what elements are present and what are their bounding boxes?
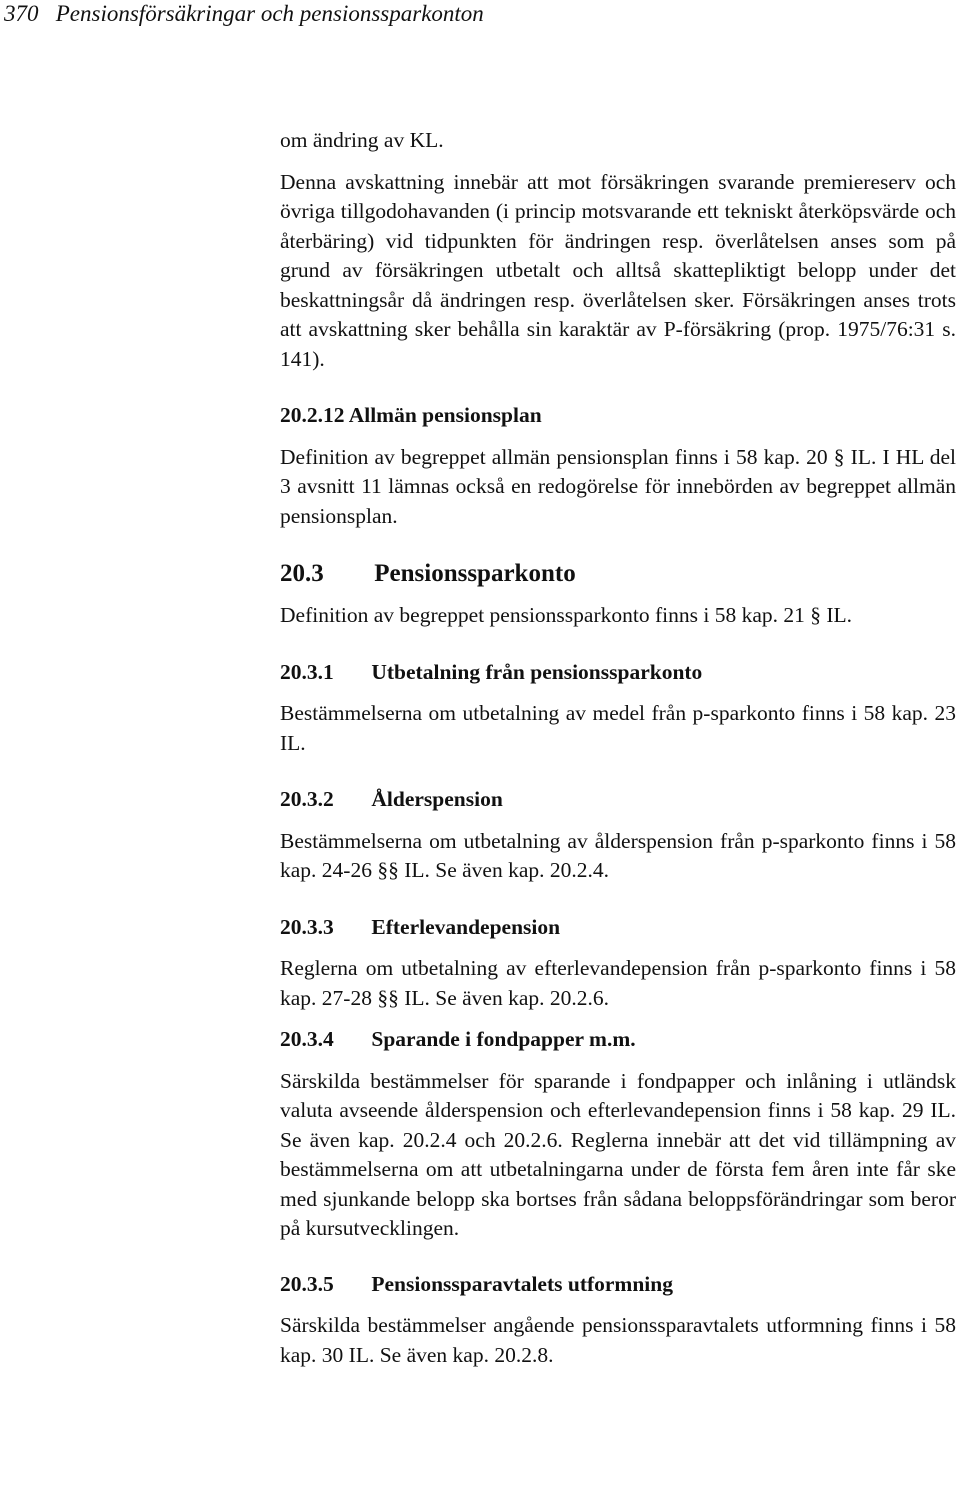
page-number: 370 xyxy=(4,1,39,26)
paragraph-20-2-12: Definition av begreppet allmän pensionsplan finns i 58 kap. 20 § IL. I HL del 3 avsnitt 11 lämnas också en redogörelse för innebörden av begreppet allmän pensionsplan. xyxy=(280,444,956,528)
section-title: Utbetalning från pensionssparkonto xyxy=(371,659,703,684)
section-title: Pensionssparavtalets utformning xyxy=(371,1271,673,1296)
section-number: 20.3 xyxy=(280,560,324,587)
heading-20-3-1 xyxy=(280,658,956,688)
heading-20-2-12 xyxy=(280,401,956,431)
section-number: 20.2.12 xyxy=(280,403,345,427)
running-title: Pensionsförsäkringar och pensionssparkonton xyxy=(55,1,484,26)
section-title: Allmän pensionsplan xyxy=(348,403,542,427)
paragraph-20-3-4: Särskilda bestämmelser för sparande i fondpapper och inlåning i utländsk valuta avseende ålderspension och efterlevandepension finns i 58 kap. 29 IL. Se även kap. 20.2.4 och 20.2.6. Reglerna innebär att det vid tillämpning av bestämmelserna om att utbetalningarna under de första fem åren inte får ske med sjunkande belopp ska bortses från sådana beloppsförändringar som beror på kursutvecklingen. xyxy=(280,1068,956,1240)
heading-20-3-2 xyxy=(280,785,956,815)
section-number: 20.3.3 xyxy=(280,914,334,939)
section-title: Ålderspension xyxy=(371,787,503,811)
heading-20-3 xyxy=(280,558,956,590)
intro-paragraph: Denna avskattning innebär att mot försäkringen svarande premiereserv och övriga tillgodohavanden (i princip motsvarande ett tekniskt återköpsvärde och återbäring) vid tidpunkten för ändringen resp. överlåtelsen anses som på grund av försäkringen utbetalt och alltså skattepliktigt belopp under det beskattningsår då ändringen resp. överlåtelsen sker. Försäkringen anses trots att avskattning sker behålla sin karaktär av P-försäkring (prop. 1975/76:31 s. 141). xyxy=(280,169,956,371)
paragraph-20-3-1: Bestämmelserna om utbetalning av medel från p-sparkonto finns i 58 kap. 23 IL. xyxy=(280,701,956,755)
heading-20-3-3 xyxy=(280,913,956,943)
heading-20-3-4 xyxy=(280,1025,956,1055)
section-number: 20.3.4 xyxy=(280,1027,334,1051)
paragraph-20-3-5: Särskilda bestämmelser angående pensionssparavtalets utformning finns i 58 kap. 30 IL. Se även kap. 20.2.8. xyxy=(280,1313,956,1367)
paragraph-20-3: Definition av begreppet pensionssparkonto finns i 58 kap. 21 § IL. xyxy=(280,603,853,627)
heading-20-3-5 xyxy=(280,1270,956,1300)
section-title: Efterlevandepension xyxy=(371,914,561,939)
section-title: Pensionssparkonto xyxy=(374,560,576,587)
section-title: Sparande i fondpapper m.m. xyxy=(371,1027,636,1051)
section-number: 20.3.1 xyxy=(280,659,334,684)
running-header xyxy=(4,0,484,29)
page-body xyxy=(280,126,956,1370)
intro-line: om ändring av KL. xyxy=(280,128,444,152)
section-number: 20.3.2 xyxy=(280,787,334,811)
paragraph-20-3-2: Bestämmelserna om utbetalning av ålderspension från p-sparkonto finns i 58 kap. 24-26 §§ IL. Se även kap. 20.2.4. xyxy=(280,828,956,882)
paragraph-20-3-3: Reglerna om utbetalning av efterlevandepension från p-sparkonto finns i 58 kap. 27-28 §§ IL. Se även kap. 20.2.6. xyxy=(280,956,956,1010)
section-number: 20.3.5 xyxy=(280,1271,334,1296)
